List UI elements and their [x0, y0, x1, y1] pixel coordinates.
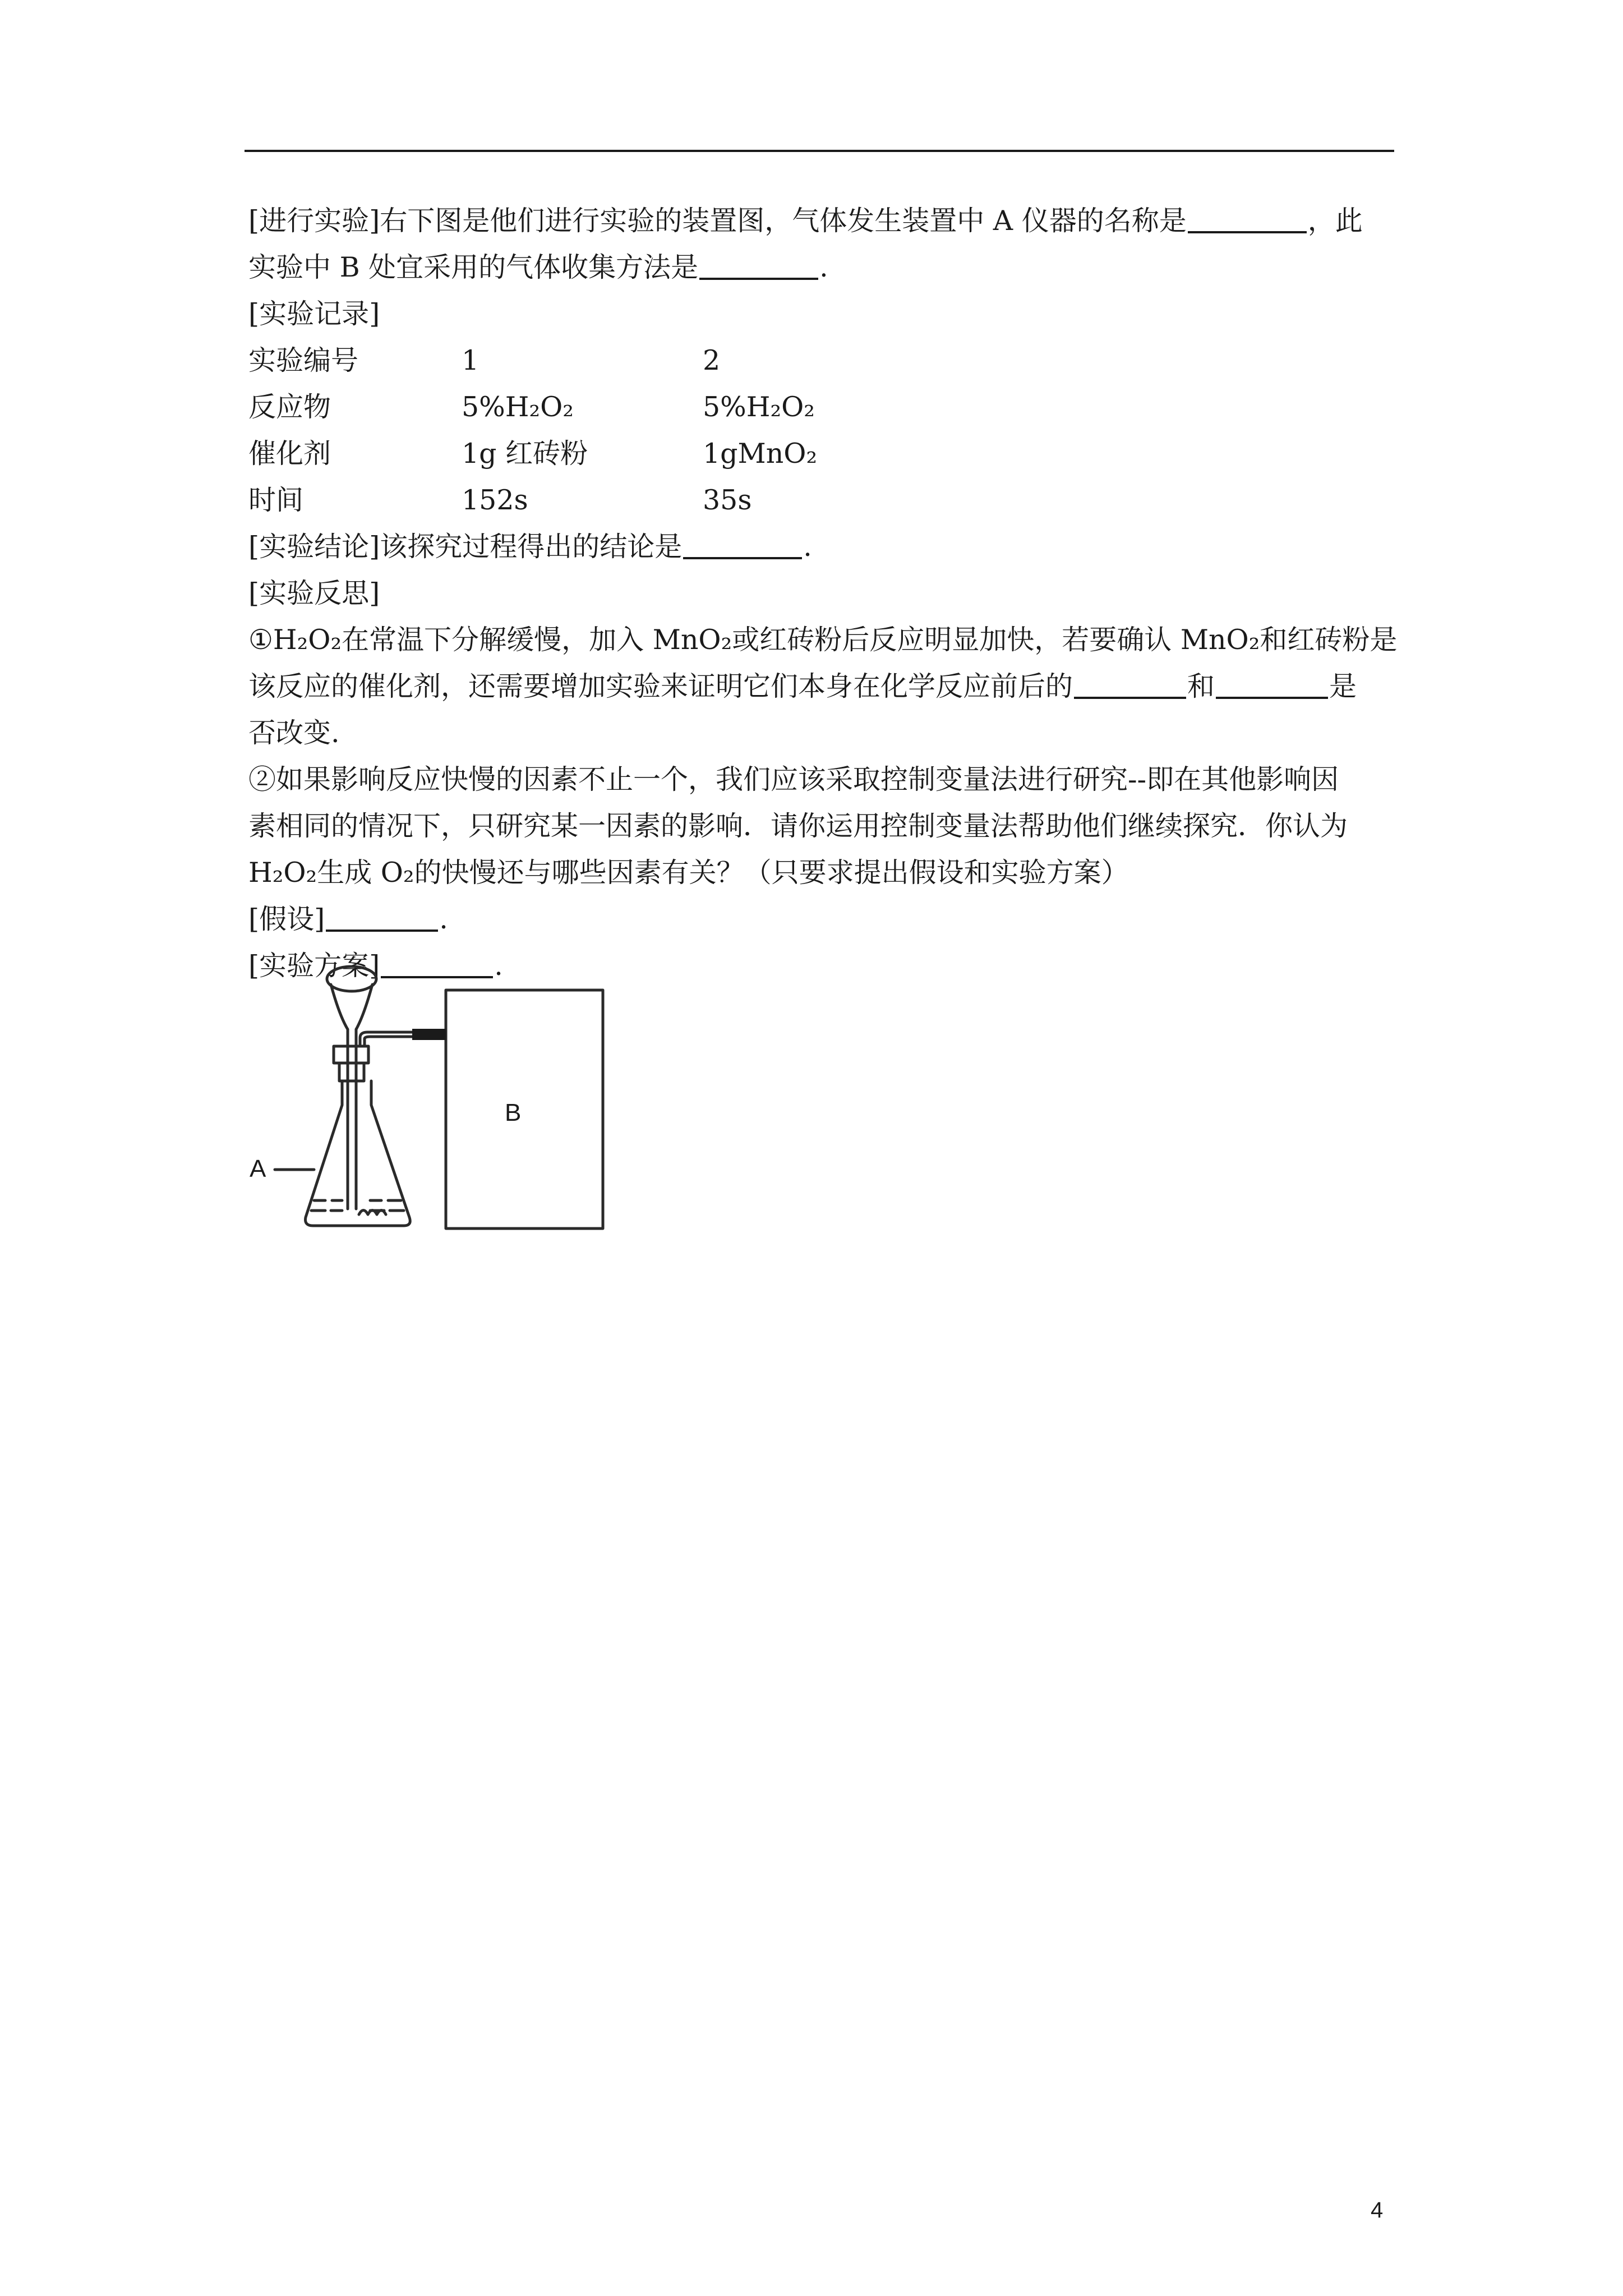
apparatus-diagram: [241, 954, 611, 1234]
stopper-bottom: [339, 1063, 364, 1081]
reflection2-line-1: ②如果影响反应快慢的因素不止一个，我们应该采取控制变量法进行研究--即在其他影响因: [248, 763, 1339, 795]
table-cell: 实验编号: [248, 344, 359, 376]
reflection-title: [实验反思]: [248, 577, 380, 609]
answer-blank-property-1[interactable]: [1074, 669, 1186, 699]
table-cell: 反应物: [248, 391, 331, 423]
reflection1-is: 是: [1329, 670, 1357, 702]
table-row: [248, 337, 1393, 384]
intro-text-2b: .: [819, 251, 828, 283]
record-title: [实验记录]: [248, 298, 380, 330]
answer-blank-instrument[interactable]: [1188, 203, 1307, 233]
header-rule: [245, 150, 1394, 152]
table-row: [248, 384, 1393, 430]
catalyst-icon: [359, 1211, 386, 1215]
answer-blank-collection[interactable]: [699, 250, 818, 280]
page-number: 4: [1371, 2198, 1384, 2223]
delivery-tube-inner: [365, 1037, 415, 1046]
table-cell: 1: [462, 344, 479, 376]
label-a: A: [250, 1155, 266, 1182]
hypothesis-label: [假设]: [248, 903, 325, 935]
table-cell: 5%H₂O₂: [462, 391, 574, 423]
table-cell: 35s: [703, 484, 752, 516]
table-cell: 1g 红砖粉: [462, 438, 588, 470]
answer-blank-hypothesis[interactable]: [326, 901, 438, 932]
delivery-tube-outer: [360, 1032, 415, 1046]
conclusion-line: [248, 523, 1393, 570]
reflection1-line-2: [248, 663, 1393, 710]
conical-flask-icon: [306, 1081, 411, 1226]
answer-blank-conclusion[interactable]: [683, 529, 802, 559]
reflection2-line-3: H₂O₂生成 O₂的快慢还与哪些因素有关？（只要求提出假设和实验方案）: [248, 857, 1129, 889]
table-cell: 152s: [462, 484, 528, 516]
table-cell: 2: [703, 344, 721, 376]
conclusion-text: [实验结论]该探究过程得出的结论是: [248, 531, 683, 563]
reflection1-and: 和: [1187, 670, 1215, 702]
collection-box-b: [446, 990, 603, 1228]
table-row: [248, 430, 1393, 477]
table-cell: 催化剂: [248, 438, 331, 470]
reflection2-line-2: 素相同的情况下，只研究某一因素的影响．请你运用控制变量法帮助他们继续探究．你认为: [248, 810, 1348, 842]
document-body: [248, 197, 1398, 989]
hypothesis-line: [248, 896, 1393, 942]
intro-text-1: [进行实验]右下图是他们进行实验的装置图，气体发生装置中 A 仪器的名称是: [248, 205, 1187, 237]
table-cell: 5%H₂O₂: [703, 391, 815, 423]
intro-text-1b: ，此: [1307, 205, 1363, 237]
hypothesis-end: .: [439, 903, 448, 935]
label-b: B: [505, 1099, 522, 1126]
funnel-bulb-icon: [327, 967, 376, 991]
stopper-top: [334, 1046, 368, 1063]
reflection1-line-1: ①H₂O₂在常温下分解缓慢，加入 MnO₂或红砖粉后反应明显加快，若要确认 MnO₂和红砖粉是: [248, 624, 1398, 656]
apparatus-svg: [241, 954, 611, 1234]
table-cell: 1gMnO₂: [703, 438, 818, 470]
plan-end: .: [494, 950, 503, 982]
reflection1-line-3: 否改变.: [248, 717, 340, 749]
intro-text-2: 实验中 B 处宜采用的气体收集方法是: [248, 251, 699, 283]
conclusion-end: .: [803, 531, 812, 563]
reflection1-text: 该反应的催化剂，还需要增加实验来证明它们本身在化学反应前后的: [248, 670, 1073, 702]
rubber-connector-icon: [412, 1029, 446, 1040]
table-cell: 时间: [248, 484, 304, 516]
intro-line-1: [248, 197, 1393, 244]
plan-label: [实验方案]: [248, 950, 380, 982]
intro-line-2: [248, 244, 1393, 291]
table-row: [248, 477, 1393, 523]
answer-blank-property-2[interactable]: [1216, 669, 1328, 699]
